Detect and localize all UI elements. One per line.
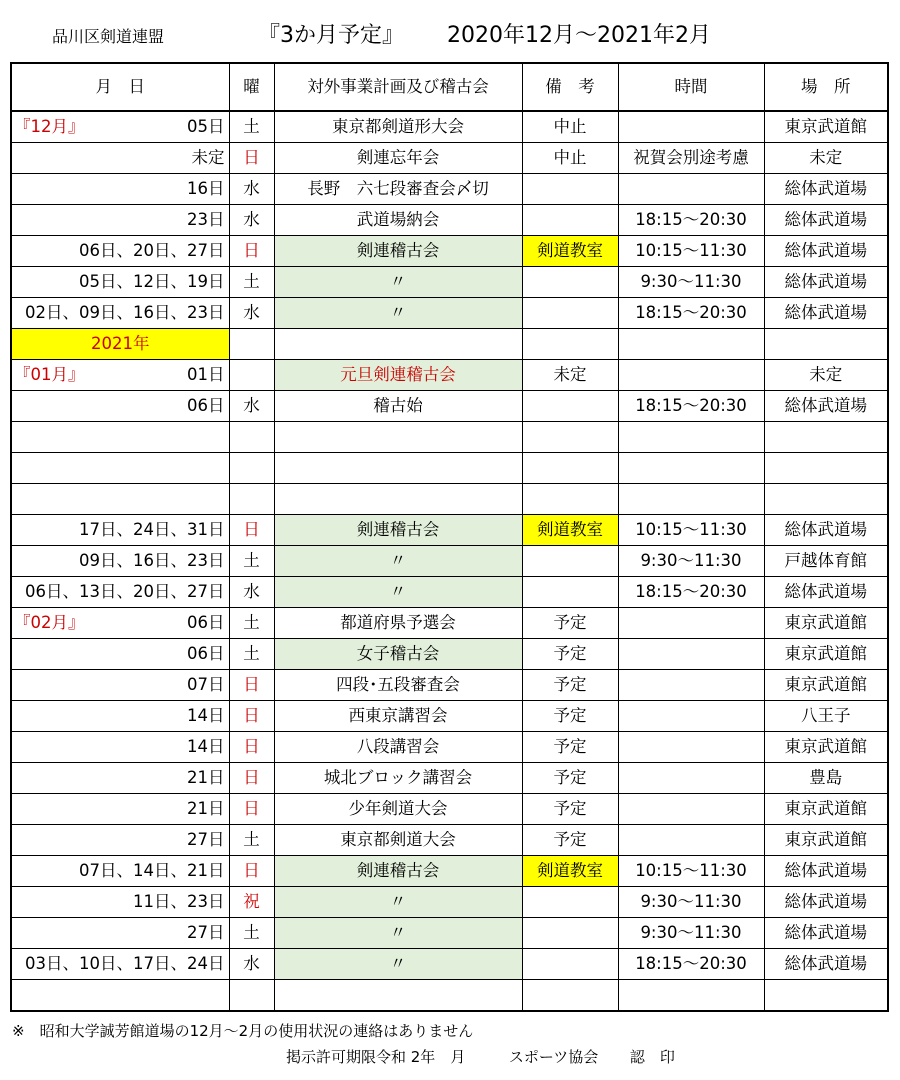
event-cell: 西東京講習会 xyxy=(274,701,522,732)
place-cell: 総体武道場 xyxy=(764,577,888,608)
place-cell: 東京武道館 xyxy=(764,608,888,639)
table-row xyxy=(11,546,888,577)
note-cell: 予定 xyxy=(522,639,618,670)
col-header-event: 対外事業計画及び稽古会 xyxy=(274,63,522,111)
time-cell xyxy=(618,980,764,1012)
weekday-cell: 土 xyxy=(229,825,274,856)
note-cell: 予定 xyxy=(522,732,618,763)
time-cell xyxy=(618,639,764,670)
table-row xyxy=(11,484,888,515)
time-cell: 9:30～11:30 xyxy=(618,267,764,298)
date-cell xyxy=(11,360,229,391)
table-row xyxy=(11,670,888,701)
time-cell xyxy=(618,732,764,763)
date-cell xyxy=(11,670,229,701)
table-row xyxy=(11,608,888,639)
date-cell xyxy=(11,701,229,732)
date-cell xyxy=(11,236,229,267)
weekday-cell xyxy=(229,484,274,515)
place-cell xyxy=(764,329,888,360)
note-cell xyxy=(522,484,618,515)
table-row xyxy=(11,701,888,732)
organization-name: 品川区剣道連盟 xyxy=(52,27,165,46)
weekday-cell: 日 xyxy=(229,732,274,763)
date-text: 07日 xyxy=(187,675,225,694)
date-cell xyxy=(11,639,229,670)
note-cell: 中止 xyxy=(522,111,618,143)
time-cell: 18:15～20:30 xyxy=(618,298,764,329)
event-cell: 剣連稽古会 xyxy=(274,515,522,546)
date-cell xyxy=(11,980,229,1012)
event-cell xyxy=(274,329,522,360)
weekday-cell: 土 xyxy=(229,608,274,639)
approval-stamp: 認 印 xyxy=(629,1048,675,1066)
table-row xyxy=(11,360,888,391)
place-cell: 未定 xyxy=(764,143,888,174)
date-text: 06日 xyxy=(187,644,225,663)
date-text: 21日 xyxy=(187,799,225,818)
date-cell xyxy=(11,825,229,856)
schedule-period: 2020年12月～2021年2月 xyxy=(447,23,711,48)
date-cell xyxy=(11,856,229,887)
year-cell: 2021年 xyxy=(11,329,229,360)
date-cell xyxy=(11,732,229,763)
time-cell xyxy=(618,794,764,825)
note-cell: 中止 xyxy=(522,143,618,174)
place-cell: 東京武道館 xyxy=(764,639,888,670)
place-cell: 総体武道場 xyxy=(764,205,888,236)
weekday-cell: 水 xyxy=(229,391,274,422)
date-text: 27日 xyxy=(187,830,225,849)
table-row xyxy=(11,236,888,267)
time-cell xyxy=(618,763,764,794)
place-cell: 東京武道館 xyxy=(764,825,888,856)
date-cell xyxy=(11,453,229,484)
col-header-note: 備 考 xyxy=(522,63,618,111)
date-text: 01日 xyxy=(187,365,225,384)
event-cell: 四段･五段審査会 xyxy=(274,670,522,701)
note-cell xyxy=(522,298,618,329)
date-cell xyxy=(11,546,229,577)
weekday-cell: 水 xyxy=(229,174,274,205)
table-row xyxy=(11,887,888,918)
time-cell: 18:15～20:30 xyxy=(618,577,764,608)
date-text: 23日 xyxy=(187,210,225,229)
note-cell: 予定 xyxy=(522,608,618,639)
weekday-cell: 土 xyxy=(229,918,274,949)
table-row xyxy=(11,577,888,608)
event-cell xyxy=(274,422,522,453)
weekday-cell: 日 xyxy=(229,794,274,825)
date-text: 03日、10日、17日、24日 xyxy=(25,954,225,973)
permit-period: 掲示許可期限令和 2年 月 xyxy=(286,1048,466,1066)
time-cell xyxy=(618,453,764,484)
date-text: 14日 xyxy=(187,706,225,725)
note-cell xyxy=(522,174,618,205)
weekday-cell xyxy=(229,453,274,484)
event-cell: 八段講習会 xyxy=(274,732,522,763)
event-cell: 長野 六七段審査会〆切 xyxy=(274,174,522,205)
note-cell xyxy=(522,546,618,577)
event-cell: 少年剣道大会 xyxy=(274,794,522,825)
table-row xyxy=(11,856,888,887)
weekday-cell: 日 xyxy=(229,670,274,701)
weekday-cell: 土 xyxy=(229,546,274,577)
place-cell: 豊島 xyxy=(764,763,888,794)
place-cell: 総体武道場 xyxy=(764,918,888,949)
place-cell: 総体武道場 xyxy=(764,298,888,329)
note-cell: 剣道教室 xyxy=(522,856,618,887)
date-text: 07日、14日、21日 xyxy=(79,861,225,880)
weekday-cell: 日 xyxy=(229,143,274,174)
weekday-cell: 土 xyxy=(229,267,274,298)
place-cell: 東京武道館 xyxy=(764,732,888,763)
date-text: 06日 xyxy=(187,613,225,632)
time-cell xyxy=(618,670,764,701)
event-cell: 稽古始 xyxy=(274,391,522,422)
date-text: 06日、13日、20日、27日 xyxy=(25,582,225,601)
col-header-place: 場 所 xyxy=(764,63,888,111)
place-cell: 東京武道館 xyxy=(764,670,888,701)
date-cell xyxy=(11,577,229,608)
place-cell: 総体武道場 xyxy=(764,267,888,298)
table-row xyxy=(11,980,888,1012)
footer-permit-line xyxy=(286,1046,675,1067)
place-cell: 東京武道館 xyxy=(764,111,888,143)
table-row xyxy=(11,298,888,329)
event-cell: 東京都剣道形大会 xyxy=(274,111,522,143)
event-cell: 〃 xyxy=(274,577,522,608)
date-text: 16日 xyxy=(187,179,225,198)
col-header-weekday: 曜 xyxy=(229,63,274,111)
weekday-cell: 水 xyxy=(229,205,274,236)
time-cell xyxy=(618,608,764,639)
month-label: 『02月』 xyxy=(14,613,85,632)
date-text: 14日 xyxy=(187,737,225,756)
weekday-cell: 水 xyxy=(229,298,274,329)
table-row xyxy=(11,267,888,298)
time-cell xyxy=(618,329,764,360)
time-cell: 10:15～11:30 xyxy=(618,515,764,546)
table-row xyxy=(11,515,888,546)
weekday-cell: 土 xyxy=(229,111,274,143)
date-text: 未定 xyxy=(191,148,225,167)
place-cell: 未定 xyxy=(764,360,888,391)
event-cell xyxy=(274,453,522,484)
event-cell: 元旦剣連稽古会 xyxy=(274,360,522,391)
col-header-date: 月 日 xyxy=(11,63,229,111)
time-cell: 祝賀会別途考慮 xyxy=(618,143,764,174)
event-cell: 〃 xyxy=(274,949,522,980)
date-cell xyxy=(11,949,229,980)
event-cell xyxy=(274,484,522,515)
place-cell: 総体武道場 xyxy=(764,887,888,918)
weekday-cell: 日 xyxy=(229,236,274,267)
time-cell: 9:30～11:30 xyxy=(618,546,764,577)
note-cell xyxy=(522,205,618,236)
note-cell xyxy=(522,267,618,298)
place-cell: 総体武道場 xyxy=(764,236,888,267)
note-cell: 予定 xyxy=(522,825,618,856)
footer-note: ※ 昭和大学誠芳館道場の12月～2月の使用状況の連絡はありません xyxy=(12,1022,474,1040)
table-row xyxy=(11,732,888,763)
header-row xyxy=(11,63,888,111)
weekday-cell: 日 xyxy=(229,763,274,794)
note-cell xyxy=(522,918,618,949)
note-cell: 剣道教室 xyxy=(522,515,618,546)
date-cell xyxy=(11,515,229,546)
weekday-cell: 日 xyxy=(229,701,274,732)
weekday-cell xyxy=(229,329,274,360)
date-text: 02日、09日、16日、23日 xyxy=(25,303,225,322)
schedule-table xyxy=(10,62,889,1012)
place-cell xyxy=(764,453,888,484)
table-row xyxy=(11,949,888,980)
weekday-cell: 日 xyxy=(229,856,274,887)
event-cell: 都道府県予選会 xyxy=(274,608,522,639)
date-cell xyxy=(11,298,229,329)
date-cell xyxy=(11,391,229,422)
note-cell xyxy=(522,980,618,1012)
date-cell xyxy=(11,763,229,794)
event-cell: 〃 xyxy=(274,918,522,949)
note-cell: 予定 xyxy=(522,763,618,794)
table-row xyxy=(11,639,888,670)
date-cell xyxy=(11,887,229,918)
weekday-cell: 土 xyxy=(229,639,274,670)
date-cell xyxy=(11,111,229,143)
time-cell xyxy=(618,825,764,856)
date-cell xyxy=(11,143,229,174)
event-cell xyxy=(274,980,522,1012)
time-cell xyxy=(618,484,764,515)
date-cell xyxy=(11,205,229,236)
time-cell: 18:15～20:30 xyxy=(618,205,764,236)
weekday-cell: 日 xyxy=(229,515,274,546)
note-cell: 未定 xyxy=(522,360,618,391)
table-row xyxy=(11,329,888,360)
table-row xyxy=(11,391,888,422)
weekday-cell: 祝 xyxy=(229,887,274,918)
table-row xyxy=(11,111,888,143)
note-cell xyxy=(522,391,618,422)
date-cell xyxy=(11,174,229,205)
weekday-cell xyxy=(229,980,274,1012)
place-cell: 総体武道場 xyxy=(764,174,888,205)
table-row xyxy=(11,143,888,174)
date-text: 09日、16日、23日 xyxy=(79,551,225,570)
weekday-cell xyxy=(229,360,274,391)
date-cell xyxy=(11,918,229,949)
place-cell: 八王子 xyxy=(764,701,888,732)
event-cell: 東京都剣道大会 xyxy=(274,825,522,856)
note-cell: 予定 xyxy=(522,794,618,825)
time-cell xyxy=(618,111,764,143)
date-cell xyxy=(11,422,229,453)
place-cell: 総体武道場 xyxy=(764,515,888,546)
weekday-cell: 水 xyxy=(229,577,274,608)
date-text: 06日、20日、27日 xyxy=(79,241,225,260)
time-cell xyxy=(618,422,764,453)
association-name: スポーツ協会 xyxy=(508,1048,599,1066)
date-cell xyxy=(11,794,229,825)
date-text: 27日 xyxy=(187,923,225,942)
event-cell: 武道場納会 xyxy=(274,205,522,236)
month-label: 『01月』 xyxy=(14,365,85,384)
note-cell xyxy=(522,949,618,980)
place-cell xyxy=(764,484,888,515)
table-row xyxy=(11,174,888,205)
date-text: 21日 xyxy=(187,768,225,787)
table-row xyxy=(11,205,888,236)
time-cell xyxy=(618,701,764,732)
time-cell xyxy=(618,174,764,205)
date-text: 17日、24日、31日 xyxy=(79,520,225,539)
event-cell: 剣連忘年会 xyxy=(274,143,522,174)
event-cell: 〃 xyxy=(274,887,522,918)
place-cell: 東京武道館 xyxy=(764,794,888,825)
table-row xyxy=(11,453,888,484)
time-cell: 9:30～11:30 xyxy=(618,918,764,949)
date-cell xyxy=(11,267,229,298)
event-cell: 女子稽古会 xyxy=(274,639,522,670)
date-text: 06日 xyxy=(187,396,225,415)
place-cell xyxy=(764,422,888,453)
month-label: 『12月』 xyxy=(14,117,85,136)
place-cell xyxy=(764,980,888,1012)
event-cell: 剣連稽古会 xyxy=(274,236,522,267)
date-cell xyxy=(11,608,229,639)
note-cell: 剣道教室 xyxy=(522,236,618,267)
time-cell: 18:15～20:30 xyxy=(618,949,764,980)
weekday-cell xyxy=(229,422,274,453)
time-cell: 9:30～11:30 xyxy=(618,887,764,918)
time-cell xyxy=(618,360,764,391)
time-cell: 10:15～11:30 xyxy=(618,856,764,887)
table-row xyxy=(11,422,888,453)
event-cell: 剣連稽古会 xyxy=(274,856,522,887)
date-cell xyxy=(11,484,229,515)
note-cell xyxy=(522,422,618,453)
table-row xyxy=(11,763,888,794)
place-cell: 総体武道場 xyxy=(764,949,888,980)
place-cell: 総体武道場 xyxy=(764,391,888,422)
date-text: 11日、23日 xyxy=(133,892,225,911)
event-cell: 〃 xyxy=(274,546,522,577)
note-cell xyxy=(522,453,618,484)
note-cell xyxy=(522,887,618,918)
table-row xyxy=(11,825,888,856)
weekday-cell: 水 xyxy=(229,949,274,980)
event-cell: 城北ブロック講習会 xyxy=(274,763,522,794)
event-cell: 〃 xyxy=(274,267,522,298)
place-cell: 総体武道場 xyxy=(764,856,888,887)
date-text: 05日、12日、19日 xyxy=(79,272,225,291)
date-text: 05日 xyxy=(187,117,225,136)
note-cell: 予定 xyxy=(522,701,618,732)
note-cell xyxy=(522,329,618,360)
col-header-time: 時間 xyxy=(618,63,764,111)
time-cell: 18:15～20:30 xyxy=(618,391,764,422)
event-cell: 〃 xyxy=(274,298,522,329)
note-cell: 予定 xyxy=(522,670,618,701)
note-cell xyxy=(522,577,618,608)
table-row xyxy=(11,918,888,949)
place-cell: 戸越体育館 xyxy=(764,546,888,577)
page-title: 『3か月予定』 xyxy=(258,23,404,48)
table-row xyxy=(11,794,888,825)
time-cell: 10:15～11:30 xyxy=(618,236,764,267)
